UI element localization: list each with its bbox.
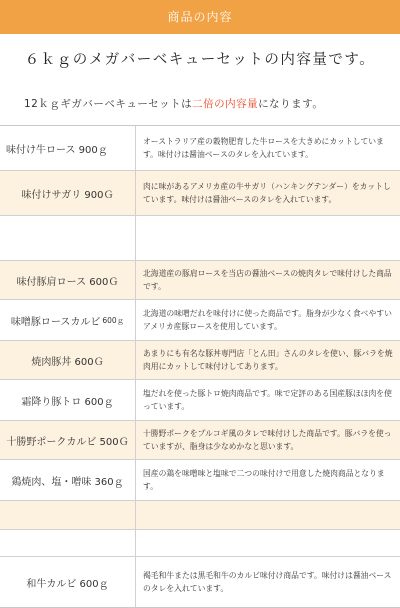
item-name	[0, 341, 136, 379]
table-row	[0, 380, 400, 421]
item-description-text: 北海道産の豚肩ロースを当店の醤油ベースの焼肉タレで味付けした商品です。	[143, 268, 392, 291]
section-title: 商品の内容	[167, 10, 233, 24]
item-description	[136, 300, 400, 340]
item-description-text: あまりにも有名な豚丼専門店「とん田」さんのタレを使い、豚バラを焼肉用にカットして味付けしてあります。	[143, 348, 393, 371]
item-name-text: 味付け牛ロース 900ｇ	[6, 144, 108, 156]
section-header	[0, 0, 400, 34]
table-row	[0, 171, 400, 216]
item-name-text: 十勝野ポークカルビ 500Ｇ	[6, 436, 129, 448]
item-name-text: 焼肉豚丼 600Ｇ	[31, 356, 104, 368]
item-description-text: 国産の鶏を味噌味と塩味で二つの味付けで用意した焼肉商品となります。	[143, 468, 385, 491]
item-name	[0, 126, 136, 170]
item-description	[136, 501, 400, 529]
item-name	[0, 261, 136, 299]
table-row	[0, 216, 400, 261]
item-name	[0, 300, 136, 340]
item-description-text: 褐毛和牛または黒毛和牛のカルビ味付け商品です。味付けは醤油ベースのタレを入れています。	[143, 570, 392, 593]
table-row	[0, 501, 400, 530]
item-name-text: 味付豚肩ロース 600Ｇ	[16, 276, 119, 288]
item-name-text: 味噌豚ロースカルビ	[10, 316, 101, 328]
subline	[24, 96, 323, 111]
item-description	[136, 530, 400, 556]
item-name	[0, 216, 136, 260]
item-description	[136, 421, 400, 459]
item-description	[136, 126, 400, 170]
table-row	[0, 460, 400, 501]
item-name	[0, 501, 136, 529]
item-description	[136, 216, 400, 260]
item-description	[136, 380, 400, 420]
item-description-text: オーストラリア産の穀物肥育した牛ロースを大きめにカットしています。味付けは醤油ベースのタレを入れています。	[143, 136, 384, 159]
item-description	[136, 460, 400, 500]
item-name	[0, 421, 136, 459]
item-description	[136, 557, 400, 607]
table-row	[0, 557, 400, 607]
item-description-text: 十勝野ポークをプルコギ風のタレで味付けした商品です。豚バラを使っていますが、脂身は少なめかなと思います。	[143, 428, 392, 451]
headline: ６ｋｇのメガバーベキューセットの内容量です。	[24, 52, 376, 68]
item-name	[0, 557, 136, 607]
item-description-text: 塩だれを使った豚トロ焼肉商品です。味で定評のある国産豚ほほ肉を使っています。	[143, 388, 392, 411]
item-description	[136, 341, 400, 379]
item-weight: 600ｇ	[102, 315, 125, 325]
item-name	[0, 530, 136, 556]
item-name	[0, 460, 136, 500]
table-row	[0, 421, 400, 460]
item-name	[0, 171, 136, 215]
item-name-text: 和牛カルビ 600ｇ	[26, 578, 109, 590]
item-name-text: 味付けサガリ 900Ｇ	[21, 189, 114, 201]
item-description-text: 肉に味があるアメリカ産の牛サガリ（ハンキングテンダー）をカットしています。味付けは醤油ベースのタレを入れています。	[143, 181, 391, 204]
item-name	[0, 380, 136, 420]
item-description	[136, 261, 400, 299]
table-row	[0, 341, 400, 380]
table-row	[0, 126, 400, 171]
subline-before: 12ｋｇギガバーベキューセットは	[24, 98, 193, 110]
subline-after: になります。	[258, 98, 324, 110]
item-name-text: 霜降り豚トロ 600ｇ	[21, 396, 114, 408]
contents-table	[0, 125, 400, 608]
item-description	[136, 171, 400, 215]
table-row	[0, 300, 400, 341]
table-row	[0, 530, 400, 557]
subline-highlight: 二倍の内容量	[192, 98, 259, 110]
item-name-text: 鶏焼肉、塩・噌味 360ｇ	[11, 476, 124, 488]
item-description-text: 北海道の味噌だれを味付けに使った商品です。脂身が少なく食べやすいアメリカ産豚ロースを使用しています。	[143, 308, 392, 331]
table-row	[0, 261, 400, 300]
